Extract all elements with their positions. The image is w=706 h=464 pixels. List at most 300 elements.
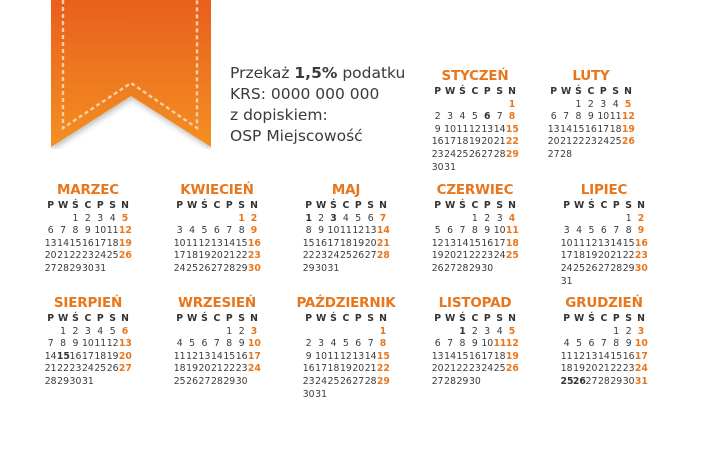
weekday-header: W — [573, 200, 585, 211]
day-cell: 6 — [213, 225, 220, 237]
day-grid — [432, 200, 519, 276]
day-cell: 20 — [210, 250, 223, 262]
day-cell: 7 — [60, 225, 67, 237]
empty-cell — [174, 326, 186, 339]
weekday-header: N — [508, 86, 516, 97]
weekday-header: P — [47, 200, 55, 211]
day-cell: 13 — [547, 123, 560, 135]
day-cell: 7 — [379, 212, 387, 224]
day-cell: 9 — [587, 111, 594, 123]
day-grid — [174, 313, 261, 389]
day-cell: 6 — [201, 338, 208, 350]
day-cell: 26 — [505, 363, 519, 375]
day-cell: 28 — [57, 262, 69, 274]
empty-cell — [186, 213, 198, 226]
day-cell: 30 — [315, 262, 327, 274]
day-cell: 18 — [186, 250, 198, 262]
day-cell: 27 — [210, 262, 223, 274]
weekday-header: C — [213, 313, 221, 324]
day-cell: 30 — [481, 262, 494, 274]
day-cell: 18 — [505, 237, 519, 249]
month-5 — [286, 180, 406, 276]
day-cell: 15 — [456, 350, 469, 362]
day-cell: 14 — [597, 350, 610, 362]
day-cell: 25 — [456, 148, 469, 160]
weekday-header: C — [84, 313, 92, 324]
day-cell: 4 — [508, 212, 516, 224]
day-cell: 25 — [186, 262, 198, 274]
day-cell: 27 — [431, 375, 444, 387]
day-cell: 10 — [444, 123, 456, 135]
weekday-header: P — [96, 200, 104, 211]
day-cell: 21 — [597, 363, 610, 375]
day-cell: 16 — [634, 237, 648, 249]
day-cell: 8 — [471, 225, 478, 237]
day-cell: 29 — [456, 375, 469, 387]
day-cell: 5 — [471, 111, 478, 123]
day-cell: 15 — [622, 237, 635, 249]
weekday-header: P — [354, 200, 362, 211]
day-cell: 19 — [339, 363, 352, 375]
day-cell: 22 — [57, 363, 69, 375]
day-cell: 28 — [223, 262, 236, 274]
weekday-header: C — [471, 200, 479, 211]
empty-cell — [45, 326, 57, 339]
day-cell: 8 — [226, 338, 233, 350]
weekday-header: C — [84, 200, 92, 211]
empty-cell — [211, 326, 223, 339]
day-cell: 24 — [315, 375, 327, 387]
empty-cell — [45, 213, 57, 226]
day-cell: 11 — [456, 123, 469, 135]
weekday-header: N — [250, 313, 258, 324]
day-cell: 13 — [597, 237, 610, 249]
day-cell: 29 — [610, 375, 623, 387]
day-cell: 25 — [106, 250, 119, 262]
empty-cell — [548, 99, 560, 112]
weekday-header: S — [109, 200, 116, 211]
day-cell: 13 — [481, 123, 494, 135]
day-cell: 26 — [468, 148, 481, 160]
empty-cell — [456, 99, 468, 112]
day-cell: 14 — [456, 237, 469, 249]
day-cell: 27 — [547, 148, 560, 160]
empty-cell — [198, 213, 210, 226]
day-cell: 2 — [84, 212, 91, 224]
day-cell: 13 — [364, 225, 377, 237]
weekday-header: Ś — [72, 313, 79, 324]
day-cell: 12 — [585, 237, 598, 249]
month-name: CZERWIEC — [436, 182, 514, 198]
day-cell: 15 — [235, 237, 248, 249]
day-cell: 6 — [434, 338, 441, 350]
day-grid — [45, 313, 132, 389]
day-cell: 3 — [484, 325, 491, 337]
weekday-header: P — [176, 200, 184, 211]
day-cell: 26 — [431, 262, 444, 274]
weekday-header: C — [342, 200, 350, 211]
month-name: GRUDZIEŃ — [565, 295, 643, 311]
day-cell: 8 — [459, 338, 466, 350]
day-cell: 12 — [468, 123, 481, 135]
day-cell: 18 — [493, 350, 506, 362]
day-cell: 28 — [210, 375, 223, 387]
day-cell: 4 — [330, 338, 337, 350]
day-cell: 7 — [613, 225, 620, 237]
day-cell: 22 — [69, 250, 82, 262]
weekday-header: W — [444, 86, 456, 97]
day-cell: 9 — [84, 225, 91, 237]
day-cell: 27 — [44, 262, 57, 274]
day-cell: 22 — [572, 136, 585, 148]
month-1 — [415, 66, 535, 174]
day-cell: 13 — [210, 237, 223, 249]
day-cell: 26 — [118, 250, 132, 262]
day-cell: 13 — [352, 350, 365, 362]
day-cell: 22 — [223, 363, 236, 375]
day-cell: 16 — [431, 136, 444, 148]
day-cell: 12 — [106, 338, 119, 350]
weekday-header: S — [238, 313, 245, 324]
weekday-header: W — [560, 86, 572, 97]
day-cell: 23 — [315, 250, 327, 262]
month-name: PAŹDZIERNIK — [296, 295, 396, 311]
day-cell: 29 — [57, 375, 69, 387]
day-cell: 24 — [481, 363, 494, 375]
day-cell: 26 — [621, 136, 635, 148]
month-9 — [157, 293, 277, 389]
day-cell: 10 — [481, 338, 494, 350]
day-cell: 24 — [493, 250, 506, 262]
day-cell: 27 — [481, 148, 494, 160]
day-cell: 7 — [496, 111, 503, 123]
weekday-header: P — [354, 313, 362, 324]
day-cell: 21 — [493, 136, 506, 148]
weekday-header: Ś — [459, 200, 466, 211]
empty-cell — [432, 99, 444, 112]
day-cell: 5 — [624, 98, 632, 110]
month-name: MARZEC — [57, 182, 119, 198]
day-cell: 23 — [247, 250, 261, 262]
day-cell: 12 — [505, 338, 519, 350]
day-cell: 31 — [94, 262, 107, 274]
day-cell: 29 — [468, 262, 481, 274]
month-name: LUTY — [572, 68, 610, 84]
day-cell: 16 — [622, 350, 635, 362]
day-cell: 21 — [364, 363, 377, 375]
day-cell: 20 — [444, 250, 456, 262]
empty-cell — [444, 326, 456, 339]
day-cell: 19 — [585, 250, 598, 262]
weekday-header: S — [625, 313, 632, 324]
ribbon-banner — [51, 0, 211, 149]
day-cell: 2 — [305, 338, 312, 350]
day-cell: 6 — [600, 225, 607, 237]
day-cell: 4 — [563, 338, 570, 350]
day-cell: 16 — [468, 350, 481, 362]
day-cell: 4 — [342, 212, 349, 224]
day-cell: 27 — [118, 363, 132, 375]
day-grid — [561, 313, 648, 389]
day-grid — [548, 86, 635, 162]
day-cell: 19 — [186, 363, 198, 375]
day-cell: 28 — [597, 375, 610, 387]
weekday-header: S — [109, 313, 116, 324]
day-cell: 9 — [471, 338, 478, 350]
day-cell: 3 — [318, 338, 325, 350]
day-cell: 26 — [585, 262, 598, 274]
day-cell: 14 — [376, 225, 390, 237]
day-cell: 15 — [376, 350, 390, 362]
day-cell: 21 — [376, 237, 390, 249]
day-cell: 29 — [223, 375, 236, 387]
day-cell: 5 — [121, 212, 129, 224]
weekday-header: P — [483, 313, 491, 324]
day-cell: 31 — [81, 375, 94, 387]
day-cell: 17 — [315, 363, 327, 375]
weekday-header: N — [637, 313, 645, 324]
weekday-header: S — [367, 200, 374, 211]
weekday-header: Ś — [330, 200, 337, 211]
day-cell: 22 — [622, 250, 635, 262]
day-cell: 1 — [459, 325, 466, 337]
day-cell: 28 — [493, 148, 506, 160]
day-cell: 9 — [434, 123, 441, 135]
day-cell: 17 — [327, 237, 340, 249]
day-cell: 6 — [588, 338, 595, 350]
day-cell: 24 — [247, 363, 261, 375]
day-cell: 12 — [573, 350, 585, 362]
day-cell: 2 — [72, 325, 79, 337]
day-cell: 17 — [173, 250, 186, 262]
day-cell: 7 — [563, 111, 570, 123]
day-cell: 3 — [600, 98, 607, 110]
day-cell: 5 — [576, 338, 583, 350]
day-cell: 19 — [621, 123, 635, 135]
day-cell: 13 — [44, 237, 57, 249]
day-cell: 17 — [634, 350, 648, 362]
day-cell: 4 — [496, 325, 503, 337]
day-cell: 14 — [493, 123, 506, 135]
day-cell: 7 — [213, 338, 220, 350]
day-cell: 25 — [493, 363, 506, 375]
day-cell: 26 — [339, 375, 352, 387]
month-11 — [415, 293, 535, 389]
day-cell: 24 — [634, 363, 648, 375]
day-grid — [303, 200, 390, 276]
day-cell: 18 — [339, 237, 352, 249]
empty-cell — [561, 213, 573, 226]
day-cell: 11 — [327, 350, 340, 362]
day-cell: 18 — [609, 123, 622, 135]
day-cell: 3 — [250, 325, 258, 337]
day-cell: 20 — [481, 136, 494, 148]
weekday-header: P — [483, 86, 491, 97]
day-cell: 10 — [81, 338, 94, 350]
day-cell: 21 — [456, 250, 469, 262]
day-cell: 3 — [330, 212, 337, 224]
weekday-header: Ś — [72, 200, 79, 211]
day-cell: 2 — [637, 212, 645, 224]
weekday-header: Ś — [459, 313, 466, 324]
day-cell: 27 — [597, 262, 610, 274]
day-cell: 4 — [109, 212, 116, 224]
day-cell: 26 — [572, 375, 586, 387]
weekday-header: W — [57, 200, 69, 211]
day-cell: 5 — [355, 212, 362, 224]
weekday-header: W — [444, 200, 456, 211]
day-cell: 1 — [60, 325, 67, 337]
day-cell: 16 — [247, 237, 261, 249]
day-cell: 31 — [560, 275, 573, 287]
day-cell: 15 — [56, 350, 70, 362]
day-cell: 27 — [364, 250, 377, 262]
day-cell: 13 — [431, 350, 444, 362]
month-3 — [28, 180, 148, 276]
empty-cell — [573, 213, 585, 226]
day-cell: 3 — [176, 225, 183, 237]
day-cell: 22 — [235, 250, 248, 262]
weekday-header: P — [599, 86, 607, 97]
day-cell: 21 — [44, 363, 57, 375]
weekday-header: P — [563, 313, 571, 324]
day-cell: 1 — [379, 325, 387, 337]
day-cell: 30 — [431, 161, 444, 173]
day-cell: 22 — [456, 363, 469, 375]
day-cell: 19 — [118, 237, 132, 249]
day-cell: 21 — [210, 363, 223, 375]
weekday-header: N — [250, 200, 258, 211]
day-cell: 20 — [198, 363, 211, 375]
weekday-header: P — [483, 200, 491, 211]
empty-cell — [493, 99, 505, 112]
empty-cell — [598, 326, 610, 339]
day-cell: 15 — [468, 237, 481, 249]
day-cell: 13 — [198, 350, 211, 362]
day-cell: 8 — [379, 338, 387, 350]
weekday-header: C — [600, 313, 608, 324]
day-cell: 1 — [625, 212, 632, 224]
day-cell: 6 — [47, 225, 54, 237]
day-cell: 8 — [625, 225, 632, 237]
weekday-header: C — [587, 86, 595, 97]
day-cell: 15 — [223, 350, 236, 362]
day-cell: 5 — [342, 338, 349, 350]
month-2 — [531, 66, 651, 162]
weekday-header: S — [496, 200, 503, 211]
day-cell: 28 — [364, 375, 377, 387]
day-cell: 23 — [81, 250, 94, 262]
day-cell: 29 — [235, 262, 248, 274]
day-cell: 23 — [481, 250, 494, 262]
day-cell: 21 — [444, 363, 456, 375]
weekday-header: S — [612, 86, 619, 97]
weekday-header: S — [496, 313, 503, 324]
day-cell: 23 — [431, 148, 444, 160]
weekday-header: P — [225, 313, 233, 324]
day-cell: 25 — [327, 375, 340, 387]
day-cell: 7 — [226, 225, 233, 237]
tax-promo-text: Przekaż 1,5% podatku KRS: 0000 000 000 z dopiskiem: OSP Miejscowość — [230, 64, 406, 145]
day-cell: 15 — [610, 350, 623, 362]
day-grid — [303, 313, 390, 401]
day-cell: 7 — [447, 338, 454, 350]
weekday-header: N — [637, 200, 645, 211]
weekday-header: P — [434, 313, 442, 324]
day-cell: 21 — [560, 136, 572, 148]
day-cell: 23 — [622, 363, 635, 375]
weekday-header: W — [573, 313, 585, 324]
day-cell: 2 — [434, 111, 441, 123]
day-cell: 25 — [505, 250, 519, 262]
weekday-header: S — [625, 200, 632, 211]
weekday-header: Ś — [330, 313, 337, 324]
weekday-header: W — [315, 313, 327, 324]
day-cell: 17 — [481, 350, 494, 362]
day-cell: 27 — [585, 375, 598, 387]
weekday-header: P — [612, 313, 620, 324]
day-cell: 11 — [339, 225, 352, 237]
day-cell: 18 — [106, 237, 119, 249]
empty-cell — [432, 326, 444, 339]
day-cell: 26 — [106, 363, 119, 375]
day-cell: 14 — [210, 350, 223, 362]
day-cell: 27 — [198, 375, 211, 387]
day-cell: 5 — [201, 225, 208, 237]
day-cell: 17 — [444, 136, 456, 148]
day-cell: 20 — [352, 363, 365, 375]
weekday-header: N — [121, 200, 129, 211]
day-cell: 4 — [189, 225, 196, 237]
empty-cell — [57, 213, 69, 226]
day-cell: 1 — [471, 212, 478, 224]
day-cell: 15 — [572, 123, 585, 135]
day-cell: 22 — [302, 250, 315, 262]
empty-cell — [444, 99, 456, 112]
empty-cell — [223, 213, 235, 226]
month-10 — [286, 293, 406, 401]
day-cell: 6 — [550, 111, 557, 123]
day-cell: 2 — [625, 325, 632, 337]
day-cell: 11 — [505, 225, 519, 237]
day-cell: 6 — [121, 325, 129, 337]
day-cell: 11 — [106, 225, 119, 237]
weekday-header: N — [624, 86, 632, 97]
day-cell: 28 — [560, 148, 572, 160]
day-cell: 17 — [247, 350, 261, 362]
day-cell: 25 — [339, 250, 352, 262]
weekday-header: S — [496, 86, 503, 97]
month-6 — [415, 180, 535, 276]
day-cell: 30 — [81, 262, 94, 274]
day-cell: 30 — [634, 262, 648, 274]
day-cell: 6 — [355, 338, 362, 350]
day-cell: 14 — [444, 350, 456, 362]
day-cell: 2 — [250, 212, 258, 224]
day-cell: 3 — [637, 325, 645, 337]
day-grid — [561, 200, 648, 288]
day-cell: 8 — [238, 225, 245, 237]
day-cell: 19 — [468, 136, 481, 148]
day-cell: 22 — [376, 363, 390, 375]
empty-cell — [186, 326, 198, 339]
day-cell: 31 — [634, 375, 648, 387]
day-cell: 10 — [173, 237, 186, 249]
day-cell: 4 — [612, 98, 619, 110]
day-cell: 27 — [352, 375, 365, 387]
day-cell: 19 — [573, 363, 585, 375]
day-cell: 28 — [456, 262, 469, 274]
